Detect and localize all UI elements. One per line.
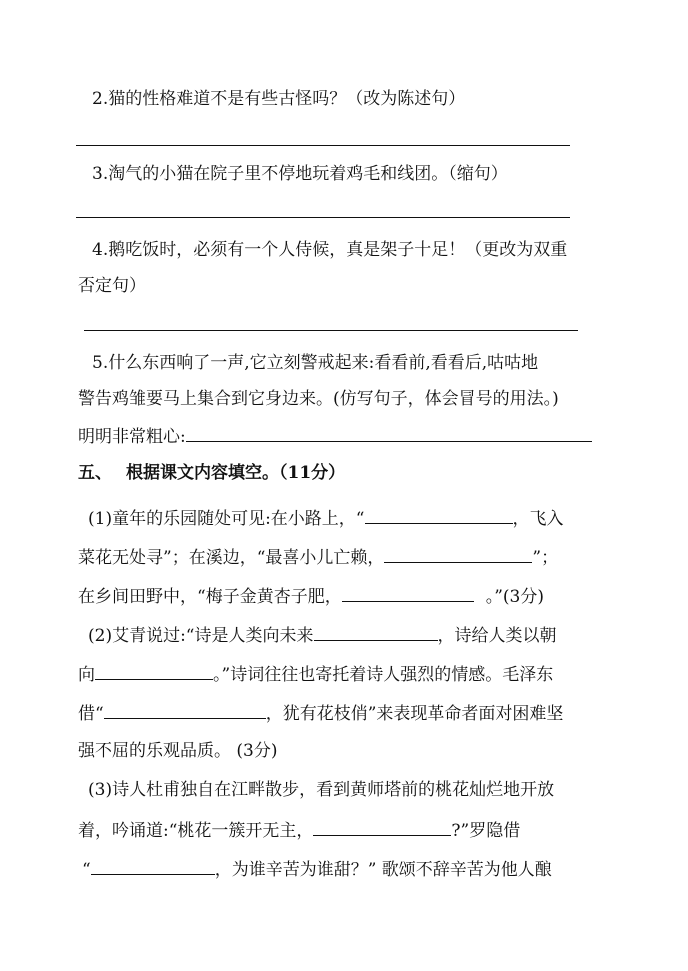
- p1-line-3: 在乡间田野中，“梅子金黄杏子肥， 。”(3分): [78, 584, 544, 608]
- section-number: 五、: [78, 463, 112, 483]
- p3-line-1: (3)诗人杜甫独自在江畔散步，看到黄师塔前的桃花灿烂地开放: [88, 780, 555, 800]
- q5-answer-blank[interactable]: [186, 424, 592, 442]
- p2-blank-3[interactable]: [104, 701, 266, 719]
- question-2-text: 2.猫的性格难道不是有些古怪吗？（改为陈述句）: [92, 89, 466, 109]
- p3-blank-2[interactable]: [91, 857, 215, 875]
- question-2: [92, 88, 465, 110]
- answer-line-4[interactable]: [84, 330, 578, 331]
- p2-line-4: 强不屈的乐观品质。 (3分): [78, 741, 278, 761]
- p2-line-1: (2)艾青说过:“诗是人类向未来 ，诗给人类以朝: [88, 623, 557, 647]
- question-3: [92, 163, 508, 185]
- question-3-text: 3.淘气的小猫在院子里不停地玩着鸡毛和线团。（缩句）: [92, 164, 508, 184]
- question-4-line-1: 4.鹅吃饭时，必须有一个人侍候，真是架子十足！（更改为双重: [92, 240, 568, 260]
- p2-line-3: 借“ ，犹有花枝俏”来表现革命者面对困难坚: [78, 701, 563, 725]
- p1-line-1: (1)童年的乐园随处可见:在小路上，“ ，飞入: [88, 506, 564, 530]
- p3-line-2: 着，吟诵道:“桃花一簇开无主， ?”罗隐借: [78, 818, 520, 842]
- p1-blank-2[interactable]: [384, 545, 532, 563]
- p2-blank-2[interactable]: [95, 662, 213, 680]
- question-4-line-2: 否定句）: [78, 276, 146, 296]
- p1-blank-3[interactable]: [342, 584, 474, 602]
- p1-line-2: 菜花无处寻”；在溪边，“最喜小儿亡赖， ”；: [78, 545, 558, 569]
- question-5-line-2: 警告鸡雏要马上集合到它身边来。(仿写句子，体会冒号的用法。): [78, 389, 559, 409]
- section-5-heading: [78, 462, 345, 484]
- p2-line-2: 向 。”诗词往往也寄托着诗人强烈的情感。毛泽东: [78, 662, 553, 686]
- p2-blank-1[interactable]: [314, 623, 438, 641]
- question-5-line-3: 明明非常粗心:: [78, 424, 592, 448]
- p3-blank-1[interactable]: [313, 818, 451, 836]
- answer-line-2[interactable]: [76, 145, 570, 146]
- question-5-line-1: 5.什么东西响了一声,它立刻警戒起来:看看前,看看后,咕咕地: [92, 353, 539, 373]
- section-title: 根据课文内容填空。（11分）: [126, 463, 346, 483]
- p1-blank-1[interactable]: [365, 506, 513, 524]
- answer-line-3[interactable]: [76, 217, 570, 218]
- p3-line-3: “ ，为谁辛苦为谁甜？” 歌颂不辞辛苦为他人酿: [82, 857, 552, 881]
